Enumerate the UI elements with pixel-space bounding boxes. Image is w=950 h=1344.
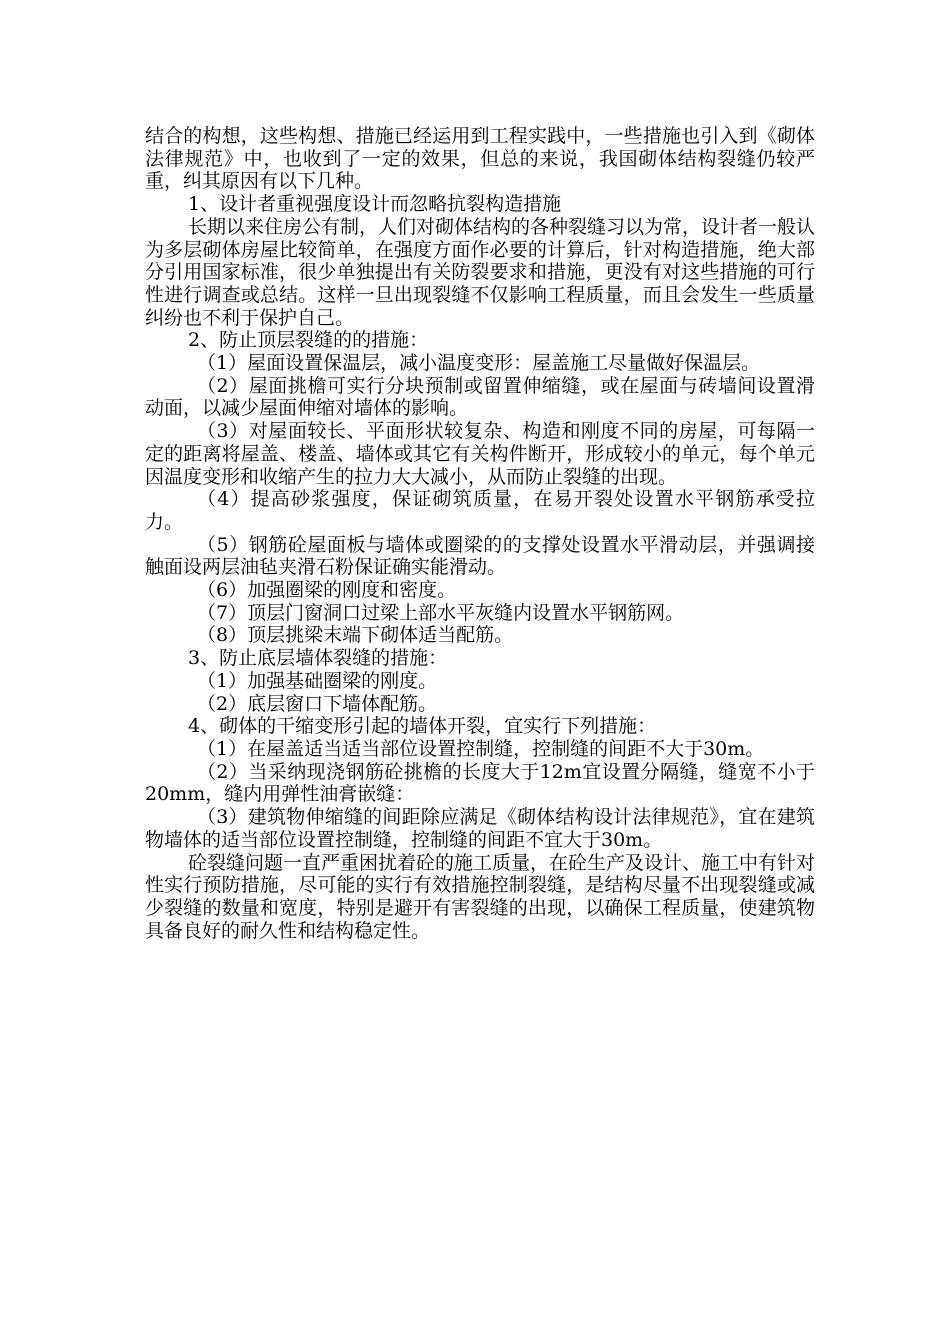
- paragraph: 3、防止底层墙体裂缝的措施：: [188, 647, 448, 670]
- paragraph: （7）顶层门窗洞口过梁上部水平灰缝内设置水平钢筋网。: [197, 601, 685, 624]
- paragraph: （3）对屋面较长、平面形状较复杂、构造和刚度不同的房屋，可每隔一定的距离将屋盖、楼盖、墙体或其它有关构件断开，形成较小的单元，每个单元因温度变形和收缩产生的拉力大大减小，从而防止裂缝的出现。: [145, 420, 815, 488]
- paragraph: （5）钢筋砼屋面板与墙体或圈梁的的支撑处设置水平滑动层，并强调接触面设两层油毡夹滑石粉保证确实能滑动。: [145, 533, 815, 579]
- paragraph: 结合的构想，这些构想、措施已经运用到工程实践中，一些措施也引入到《砌体法律规范》中，也收到了一定的效果，但总的来说，我国砌体结构裂缝仍较严重，纠其原因有以下几种。: [145, 125, 815, 193]
- paragraph: （1）屋面设置保温层，减小温度变形：屋盖施工尽量做好保温层。: [197, 352, 761, 375]
- paragraph: （4）提高砂浆强度，保证砌筑质量，在易开裂处设置水平钢筋承受拉力。: [145, 488, 815, 533]
- paragraph: （2）底层窗口下墙体配筋。: [197, 692, 438, 715]
- paragraph: 4、砌体的干缩变形引起的墙体开裂，宜实行下列措施：: [188, 715, 657, 738]
- paragraph: （3）建筑物伸缩缝的间距除应满足《砌体结构设计法律规范》，宜在建筑物墙体的适当部位设置控制缝，控制缝的间距不宜大于30m。: [145, 806, 815, 851]
- paragraph: （2）当采纳现浇钢筋砼挑檐的长度大于12m宜设置分隔缝，缝宽不小于20mm，缝内用弹性油膏嵌缝：: [145, 760, 815, 806]
- paragraph: 1、设计者重视强度设计而忽略抗裂构造措施: [188, 193, 562, 216]
- paragraph: 砼裂缝问题一直严重困扰着砼的施工质量，在砼生产及设计、施工中有针对性实行预防措施，尽可能的实行有效措施控制裂缝，是结构尽量不出现裂缝或减少裂缝的数量和宽度，特别是避开有害裂缝的出现，以确保工程质量，使建筑物具备良好的耐久性和结构稳定性。: [145, 851, 816, 942]
- document-body: [145, 125, 815, 942]
- paragraph: 2、防止顶层裂缝的的措施：: [188, 329, 429, 352]
- paragraph: （6）加强圈梁的刚度和密度。: [197, 579, 457, 602]
- paragraph: （1）加强基础圈梁的刚度。: [197, 669, 438, 692]
- paragraph: （1）在屋盖适当适当部位设置控制缝，控制缝的间距不大于30m。: [197, 737, 765, 760]
- paragraph: （2）屋面挑檐可实行分块预制或留置伸缩缝，或在屋面与砖墙间设置滑动面，以减少屋面伸缩对墙体的影响。: [145, 374, 815, 420]
- paragraph: （8）顶层挑梁末端下砌体适当配筋。: [197, 624, 514, 647]
- paragraph: 长期以来住房公有制，人们对砌体结构的各种裂缝习以为常，设计者一般认为多层砌体房屋比较简单，在强度方面作必要的计算后，针对构造措施，绝大部分引用国家标准，很少单独提出有关防裂要求和措施，更没有对这些措施的可行性进行调查或总结。这样一旦出现裂缝不仅影响工程质量，而且会发生一些质量纠纷也不利于保护自己。: [145, 215, 816, 329]
